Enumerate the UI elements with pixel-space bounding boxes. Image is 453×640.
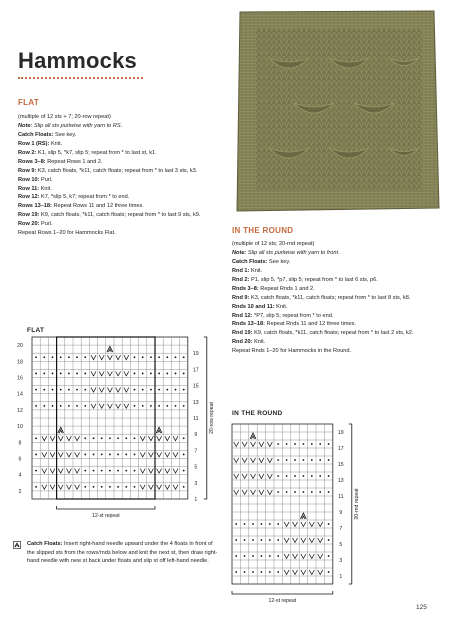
purl-symbol [252,571,254,573]
purl-symbol [134,405,136,407]
row-text: Repeat Rows 1–20 for Hammocks Flat. [18,230,116,237]
purl-symbol [158,356,160,358]
purl-symbol [158,389,160,391]
chart-key [13,540,218,566]
purl-symbol [328,443,330,445]
purl-symbol [109,454,111,456]
vertical-repeat-label: 20-row repeat [208,401,215,435]
purl-symbol [286,443,288,445]
purl-symbol [142,389,144,391]
row-label: Rnd 20: [232,339,253,346]
purl-symbol [117,470,119,472]
row-label: Rnd 9: [232,294,250,301]
row-label: Row 1 (RS): [18,140,50,147]
purl-symbol [76,405,78,407]
purl-symbol [269,539,271,541]
row-text: K9, catch floats, *k11, catch floats; repeat from * to last 9 sts, k9. [41,212,201,219]
row-label: Row 2: [18,149,37,156]
purl-symbol [269,523,271,525]
row-text: Knit. [250,267,263,274]
row-number-label: 7 [194,448,198,455]
row-number-label: 5 [339,542,343,548]
legend-label: Catch Floats: [27,541,63,547]
purl-symbol [311,443,313,445]
purl-symbol [52,405,54,407]
purl-symbol [244,571,246,573]
instruction-line [232,258,437,267]
row-number-label: 19 [192,351,199,358]
row-text: K1, slip 5, *k7, slip 5; repeat from * to last st, k1. [37,149,157,156]
purl-symbol [294,459,296,461]
purl-symbol [328,459,330,461]
row-text: Knit. [40,185,52,192]
purl-symbol [35,454,37,456]
row-label: Catch Floats: [18,131,54,138]
purl-symbol [286,459,288,461]
purl-symbol [35,437,37,439]
purl-symbol [183,454,185,456]
row-number-label: 13 [337,478,344,484]
row-text: *P7, slip 5; repeat from * to end. [254,312,334,319]
purl-symbol [150,405,152,407]
purl-symbol [117,454,119,456]
purl-symbol [109,470,111,472]
purl-symbol [269,555,271,557]
instruction-line [18,158,223,167]
row-label: Catch Floats: [232,258,268,265]
purl-symbol [93,486,95,488]
purl-symbol [311,475,313,477]
row-number-label: 11 [338,494,344,500]
purl-symbol [166,405,168,407]
purl-symbol [52,356,54,358]
row-number-label: 12 [17,407,23,414]
horizontal-repeat-label: 12-st repeat [268,598,297,604]
purl-symbol [328,555,330,557]
purl-symbol [93,437,95,439]
row-text: Repeat Rows 1 and 2. [47,158,103,165]
purl-symbol [319,459,321,461]
purl-symbol [134,486,136,488]
row-number-label: 3 [194,480,198,487]
row-text: Knit. [254,339,266,346]
purl-symbol [328,523,330,525]
purl-symbol [183,389,185,391]
legend-text: Insert right-hand needle upward under the 4 floats in front of the slipped sts from the rows/rnds below and knit the next st, then draw right-hand needle with new st back under floats and slip st off left-hand needle. [27,541,218,565]
row-label: Row 12: [18,194,40,201]
purl-symbol [43,356,45,358]
instruction-line [18,185,223,194]
row-label: Rnds 3–8: [232,285,259,292]
purl-symbol [166,356,168,358]
row-label: Row 10: [18,176,40,183]
purl-symbol [175,389,177,391]
purl-symbol [76,356,78,358]
flat-heading: FLAT [18,98,40,107]
purl-symbol [60,405,62,407]
purl-symbol [150,389,152,391]
purl-symbol [183,373,185,375]
purl-symbol [319,491,321,493]
row-number-label: 11 [193,416,199,422]
purl-symbol [84,373,86,375]
note-text: Slip all sts purlwise with yarn to RS. [33,122,123,129]
instruction-line [18,149,223,158]
row-number-label: 1 [339,574,343,580]
round-chart [226,418,426,618]
row-number-label: 13 [192,399,199,406]
row-number-label: 3 [339,558,343,564]
purl-symbol [252,539,254,541]
purl-symbol [142,405,144,407]
flat-chart [10,335,225,525]
purl-symbol [60,389,62,391]
note-label: Note: [232,249,247,256]
row-text: See key. [55,131,77,138]
row-text: Purl. [41,221,53,228]
purl-symbol [101,454,103,456]
purl-symbol [76,373,78,375]
row-text: K7, *slip 5, k7; repeat from * to end. [41,194,130,201]
instruction-line [232,294,437,303]
row-text: Knit. [276,303,288,310]
purl-symbol [311,491,313,493]
purl-symbol [252,555,254,557]
purl-symbol [166,389,168,391]
purl-symbol [235,539,237,541]
purl-symbol [183,356,185,358]
row-label: Rows 13–18: [18,203,52,210]
instruction-line [232,276,437,285]
purl-symbol [101,470,103,472]
instruction-line [18,220,223,229]
row-label: Rnds 13–18: [232,321,265,328]
purl-symbol [319,475,321,477]
instruction-line [18,167,223,176]
purl-symbol [52,373,54,375]
vertical-repeat-bracket [349,424,352,584]
row-label: Rnd 1: [232,267,250,274]
row-text: Repeat Rows 11 and 12 three times. [53,203,144,210]
round-heading: IN THE ROUND [232,226,294,235]
purl-symbol [93,470,95,472]
purl-symbol [101,486,103,488]
purl-symbol [35,486,37,488]
purl-symbol [35,470,37,472]
purl-symbol [84,470,86,472]
instruction-line [232,240,437,249]
row-number-label: 8 [18,440,22,447]
row-number-label: 17 [192,367,199,374]
vertical-repeat-bracket [204,337,207,499]
row-number-label: 20 [17,343,23,350]
purl-symbol [183,405,185,407]
row-label: Rnds 10 and 11: [232,303,275,310]
purl-symbol [303,475,305,477]
instruction-line [18,202,223,211]
instruction-line [18,229,223,238]
purl-symbol [235,555,237,557]
horizontal-repeat-bracket [232,591,333,594]
purl-symbol [286,491,288,493]
knitted-swatch-photo [234,8,442,215]
purl-symbol [158,405,160,407]
instruction-line [232,338,437,347]
row-text: K9, catch floats, *k11, catch floats; repeat from * to last 2 sts, k2. [254,330,414,337]
instruction-line [232,267,437,276]
instruction-line [232,249,437,258]
purl-symbol [235,571,237,573]
purl-symbol [175,356,177,358]
instruction-line [18,122,223,131]
purl-symbol [84,389,86,391]
purl-symbol [294,475,296,477]
page-title: Hammocks [18,48,137,73]
purl-symbol [35,373,37,375]
instruction-line [232,320,437,329]
purl-symbol [261,539,263,541]
title-divider [18,77,143,79]
instruction-line [232,285,437,294]
row-number-label: 2 [18,488,22,495]
purl-symbol [84,405,86,407]
purl-symbol [244,555,246,557]
purl-symbol [303,443,305,445]
purl-symbol [277,539,279,541]
purl-symbol [60,356,62,358]
purl-symbol [328,539,330,541]
row-text: Repeat Rnds 1 and 2. [260,285,315,292]
purl-symbol [183,437,185,439]
purl-symbol [125,486,127,488]
purl-symbol [84,437,86,439]
row-number-label: 17 [337,446,344,452]
instruction-line [18,113,223,122]
catch-floats-icon [13,541,21,549]
purl-symbol [183,470,185,472]
page-number: 125 [416,604,427,611]
row-label: Rows 3–8: [18,158,46,165]
purl-symbol [142,373,144,375]
flat-chart-heading: FLAT [27,327,45,334]
purl-symbol [175,373,177,375]
purl-symbol [84,486,86,488]
row-label: Row 11: [18,185,40,192]
purl-symbol [43,405,45,407]
vertical-repeat-label: 20-rnd repeat [353,488,360,520]
note-label: Note: [18,122,33,129]
row-text: K3, catch floats, *k11, catch floats; repeat from * to last 3 sts, k3. [37,167,198,174]
purl-symbol [125,470,127,472]
row-number-label: 10 [17,424,23,431]
row-number-label: 15 [192,383,199,390]
row-number-label: 4 [18,472,22,479]
purl-symbol [261,523,263,525]
purl-symbol [244,539,246,541]
row-number-label: 7 [339,526,343,532]
horizontal-repeat-label: 12-st repeat [91,513,120,519]
purl-symbol [244,523,246,525]
purl-symbol [134,356,136,358]
purl-symbol [328,475,330,477]
row-number-label: 9 [194,432,198,439]
row-number-label: 5 [194,464,198,471]
purl-symbol [68,356,70,358]
note-text: Slip all sts purlwise with yarn to front. [247,249,340,256]
row-number-label: 6 [18,456,22,463]
purl-symbol [277,555,279,557]
row-number-label: 14 [17,391,23,398]
instruction-line [18,211,223,220]
purl-symbol [35,356,37,358]
purl-symbol [93,454,95,456]
purl-symbol [43,389,45,391]
instruction-line [232,347,437,356]
purl-symbol [294,443,296,445]
purl-symbol [261,571,263,573]
purl-symbol [60,373,62,375]
purl-symbol [134,470,136,472]
purl-symbol [52,389,54,391]
purl-symbol [277,475,279,477]
instruction-line [18,193,223,202]
row-number-label: 9 [339,510,343,516]
instruction-line [18,176,223,185]
row-text: Repeat Rnds 1–20 for Hammocks in the Round. [232,348,352,355]
row-number-label: 1 [194,497,198,503]
purl-symbol [277,523,279,525]
purl-symbol [277,459,279,461]
row-text: P1, slip 5, *p7, slip 5; repeat from * to last 6 sts, p6. [250,276,378,283]
row-text: See key. [269,258,291,265]
row-text: (multiple of 12 sts; 20-rnd repeat) [232,241,315,247]
purl-symbol [68,373,70,375]
row-label: Rnd 19: [232,330,253,337]
purl-symbol [150,373,152,375]
purl-symbol [175,405,177,407]
purl-symbol [142,356,144,358]
row-text: (multiple of 12 sts + 7; 20-row repeat) [18,114,111,120]
purl-symbol [319,443,321,445]
purl-symbol [84,454,86,456]
purl-symbol [269,571,271,573]
round-chart-heading: IN THE ROUND [232,410,283,417]
purl-symbol [252,523,254,525]
purl-symbol [277,491,279,493]
row-label: Rnd 12: [232,312,253,319]
purl-symbol [303,491,305,493]
instruction-line [232,329,437,338]
row-text: Purl. [41,176,53,183]
purl-symbol [183,486,185,488]
instruction-line [232,312,437,321]
purl-symbol [125,437,127,439]
row-number-label: 16 [17,375,23,382]
purl-symbol [109,437,111,439]
purl-symbol [277,443,279,445]
purl-symbol [35,405,37,407]
purl-symbol [286,475,288,477]
instruction-line [232,303,437,312]
purl-symbol [277,571,279,573]
row-label: Row 9: [18,167,37,174]
purl-symbol [117,437,119,439]
purl-symbol [76,389,78,391]
row-label: Rnd 2: [232,276,250,283]
purl-symbol [158,373,160,375]
row-text: Repeat Rnds 11 and 12 three times. [266,321,356,328]
purl-symbol [261,555,263,557]
row-number-label: 15 [337,462,344,468]
purl-symbol [328,491,330,493]
row-label: Row 20: [18,221,40,228]
instruction-line [18,131,223,140]
instruction-line [18,140,223,149]
purl-symbol [68,405,70,407]
flat-instructions [18,113,223,238]
purl-symbol [125,454,127,456]
purl-symbol [117,486,119,488]
purl-symbol [68,389,70,391]
horizontal-repeat-bracket [57,506,155,509]
row-text: Knit. [50,140,63,147]
purl-symbol [134,373,136,375]
purl-symbol [303,459,305,461]
purl-symbol [235,523,237,525]
round-instructions [232,240,437,356]
purl-symbol [43,373,45,375]
purl-symbol [134,437,136,439]
purl-symbol [109,486,111,488]
purl-symbol [134,454,136,456]
row-number-label: 18 [17,359,23,366]
purl-symbol [294,491,296,493]
purl-symbol [101,437,103,439]
purl-symbol [134,389,136,391]
purl-symbol [166,373,168,375]
purl-symbol [311,459,313,461]
purl-symbol [84,356,86,358]
purl-symbol [35,389,37,391]
purl-symbol [328,571,330,573]
row-label: Row 19: [18,212,40,219]
row-text: K3, catch floats, *k11, catch floats; repeat from * to last 8 sts, k8. [250,294,411,301]
purl-symbol [150,356,152,358]
row-number-label: 19 [337,430,344,436]
